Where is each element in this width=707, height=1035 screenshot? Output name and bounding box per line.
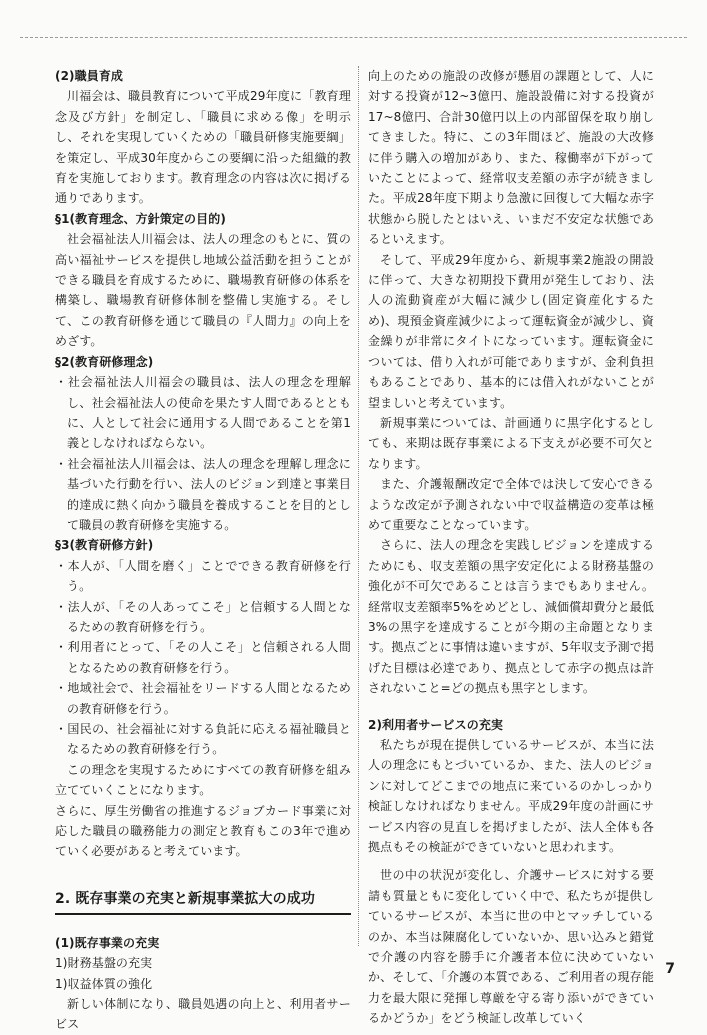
- section-1-text: 社会福祉法人川福会は、法人の理念のもとに、質の高い福祉サービスを提供し地域公益活動を担うことができる職員を育成するために、職場教育研修の体系を構築し、職場教育研修体制を整備し実施する。そして、この教育研修を通じて職員の『人間力』の向上をめざす。: [55, 232, 351, 349]
- column-divider: [358, 66, 359, 946]
- section-2-item: ・社会福祉法人川福会は、法人の理念を理解し理念に基づいた行動を行い、法人のビジョン到達と事業目的達成に熱く向かう職員を養成することを目的として職員の教育研修を実施する。: [55, 456, 351, 532]
- section-3-item: ・利用者にとって、「その人こそ」と信頼される人間となるための教育研修を行う。: [55, 640, 351, 675]
- section-2-title: §2(教育研修理念): [55, 354, 154, 369]
- left-column: [55, 66, 351, 1035]
- page-number: 7: [665, 961, 675, 977]
- heading-user-service: 2)利用者サービスの充実: [368, 717, 504, 732]
- section-3-title: §3(教育研修方針): [55, 538, 154, 553]
- paragraph-education-policy: 川福会は、職員教育について平成29年度に「教育理念及び方針」を制定し、「職員に求める像」を明示し、それを実現していくための「職員研修実施要綱」を策定し、平成30年度からこの要綱に沿った組織的教育を実施しております。教育理念の内容は次に掲げる通りであります。: [55, 89, 351, 206]
- paragraph-vision: さらに、法人の理念を実践しビジョンを達成するためにも、収支差額の黒字安定化による財務基盤の強化が不可欠であることは言うまでもありません。経常収支差額率5%をめどとし、減価償却費分と最低3%の黒字を達成することが今期の主命題となります。拠点ごとに事情は違いますが、5年収支予測で掲げた目標は必達であり、拠点として赤字の拠点は許されないこと=どの拠点も黒字とします。: [368, 538, 654, 696]
- paragraph-world-change: 世の中の状況が変化し、介護サービスに対する要請も質量ともに変化していく中で、私たちが提供しているサービスが、本当に世の中とマッチしているのか、本当は陳腐化していないか、思い込みと錯覚で介護の内容を勝手に介護者本位に決めていないか、そして、「介護の本質である、ご利用者の現存能力を最大限に発揮し尊厳を守る寄り添いができているかどうか」をどう検証し改革していく: [368, 868, 654, 1026]
- paragraph-user-service: 私たちが現在提供しているサービスが、本当に法人の理念にもとづいているか、また、法人のビジョンに対してどこまでの地点に来ているのかしっかり検証しなければなりません。平成29年度の計画にサービス内容の見直しを掲げましたが、法人全体も各拠点もその検証ができていないと思われます。: [368, 738, 654, 855]
- spacer: [368, 857, 654, 865]
- spacer: [368, 699, 654, 715]
- paragraph-jobcard: さらに、厚生労働省の推進するジョブカード事業に対応した職員の職務能力の測定と教育もこの3年で進めていく必要があると考えています。: [55, 803, 351, 859]
- paragraph-realize: この理念を実現するためにすべての教育研修を組み立てていくことになります。: [55, 762, 351, 798]
- section-1-title: §1(教育理念、方針策定の目的): [55, 211, 226, 226]
- paragraph-fy2017: そして、平成29年度から、新規事業2施設の開設に伴って、大きな初期投下費用が発生しており、法人の流動資産が大幅に減少し(固定資産化するため)、現預金資産減少によって運転資金が減少し、資金繰りが非常にタイトになっています。運転資金については、借り入れが可能でありますが、金利負担もあることであり、基本的には借入れがないことが望ましいと考えています。: [368, 252, 654, 410]
- paragraph-care-fee-revision: また、介護報酬改定で全体では決して安心できるような改定が予測されない中で収益構造の変革は極めて重要なことなっています。: [368, 477, 654, 532]
- section-3-item: ・地域社会で、社会福祉をリードする人間となるための教育研修を行う。: [55, 681, 351, 716]
- chapter-2-title: 2. 既存事業の充実と新規事業拡大の成功: [55, 888, 351, 915]
- heading-revenue-strength: 1)収益体質の強化: [55, 976, 153, 991]
- section-3-item: ・本人が、「人間を磨く」ことでできる教育研修を行う。: [55, 558, 351, 594]
- section-3-item: ・法人が、「その人あってこそ」と信頼する人間となるための教育研修を行う。: [55, 599, 351, 634]
- heading-financial-base: 1)財務基盤の充実: [55, 956, 153, 971]
- heading-staff-development: (2)職員育成: [55, 69, 124, 83]
- section-2-item: ・社会福祉法人川福会の職員は、法人の理念を理解し、社会福祉法人の使命を果たす人間であるとともに、人として社会に通用する人間であることを第1義としなければならない。: [55, 375, 351, 451]
- right-column: [368, 66, 654, 1029]
- paragraph-continued: 向上のための施設の改修が懸眉の課題として、人に対する投資が12~3億円、施設設備に対する投資が17~8億円、合計30億円以上の内部留保を取り崩してきました。特に、この3年間ほど、施設の大改修に伴う購入の増加があり、また、稼働率が下がっていたことによって、経常収支差額の赤字が続きました。平成28年度下期より急激に回復して大幅な赤字状態から脱したとはいえ、いまだ不安定な状態であるといえます。: [368, 69, 654, 247]
- paragraph-new-business: 新規事業については、計画通りに黒字化するとしても、来期は既存事業による下支えが必要不可欠となります。: [368, 415, 654, 471]
- paragraph-new-system: 新しい体制になり、職員処遇の向上と、利用者サービス: [55, 997, 351, 1032]
- heading-existing-business: (1)既存事業の充実: [55, 935, 160, 950]
- section-3-item: ・国民の、社会福祉に対する負託に応える福祉職員となるための教育研修を行う。: [55, 722, 351, 757]
- header-rule: [20, 37, 687, 38]
